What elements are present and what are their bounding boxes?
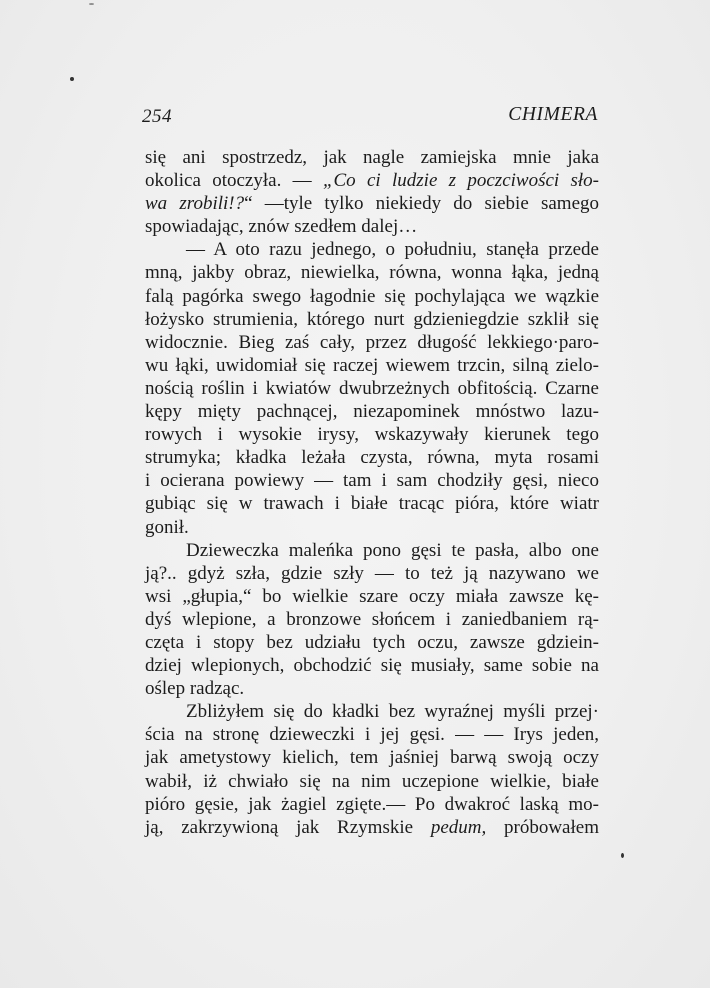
page-header	[142, 104, 598, 130]
text-line	[145, 331, 599, 354]
text-line	[145, 516, 599, 539]
text-line	[145, 146, 599, 169]
italic-text: wa zrobili!?	[145, 193, 245, 215]
text-line	[145, 423, 599, 446]
text-line	[145, 793, 599, 816]
text-line	[145, 285, 599, 308]
text-line	[145, 377, 599, 400]
text-line	[145, 492, 599, 515]
text-line	[145, 746, 599, 769]
text-line	[145, 238, 599, 261]
ink-speck	[89, 3, 94, 5]
text-line	[145, 400, 599, 423]
line-text: próbowałem	[486, 816, 599, 838]
line-text: Zbliżyłem się do kładki bez wyraźnej myśli przej·	[186, 701, 599, 723]
text-line	[145, 608, 599, 631]
line-text: strumyka; kładka leżała czysta, równa, myta rosami	[145, 447, 599, 469]
line-text: kępy mięty pachnącej, niezapominek mnóstwo lazu-	[145, 401, 599, 423]
text-line	[145, 562, 599, 585]
ink-speck	[621, 853, 624, 858]
running-title: CHIMERA	[508, 104, 598, 125]
line-text: falą pagórka swego łagodnie się pochylająca we wązkie	[145, 285, 599, 307]
body-text	[145, 146, 599, 839]
page-number: 254	[142, 106, 172, 127]
text-line	[145, 446, 599, 469]
text-line	[145, 723, 599, 746]
text-line	[145, 700, 599, 723]
line-text: dziej wlepionych, obchodzić się musiały, same sobie na	[145, 655, 599, 677]
ink-speck	[70, 77, 74, 81]
line-text: wabił, iż chwiało się na nim uczepione wielkie, białe	[145, 770, 599, 792]
line-text: oślep radząc.	[145, 678, 245, 700]
line-text: ją, zakrzywioną jak Rzymskie	[145, 816, 431, 838]
line-text: wsi „głupia,“ bo wielkie szare oczy miała zawsze kę-	[145, 585, 599, 607]
text-line	[145, 169, 599, 192]
line-text: gubiąc się w trawach i białe tracąc pióra, które wiatr	[145, 493, 599, 515]
italic-text: pedum,	[430, 816, 487, 838]
line-text: łożysko strumienia, którego nurt gdzieniegdzie szklił się	[145, 308, 599, 330]
text-line	[145, 192, 599, 215]
line-text: mną, jakby obraz, niewielka, równa, wonna łąka, jedną	[145, 262, 599, 284]
line-text: Dzieweczka maleńka pono gęsi te pasła, albo one	[186, 539, 599, 561]
text-line	[145, 654, 599, 677]
text-line	[145, 261, 599, 284]
text-line	[145, 816, 599, 839]
text-line	[145, 354, 599, 377]
text-line	[145, 539, 599, 562]
line-text: wu łąki, uwidomiał się raczej wiewem trzcin, silną zielo-	[145, 354, 599, 376]
line-text: — A oto razu jednego, o południu, stanęła przede	[186, 239, 599, 261]
text-line	[145, 469, 599, 492]
line-text: nością roślin i kwiatów dwubrzeżnych obfitością. Czarne	[145, 377, 599, 399]
text-line	[145, 215, 599, 238]
text-line	[145, 677, 599, 700]
line-text: dyś wlepione, a bronzowe słońcem i zaniedbaniem rą-	[145, 608, 599, 630]
line-text: gonił.	[145, 516, 189, 538]
line-text: rowych i wysokie irysy, wskazywały kierunek tego	[145, 424, 599, 446]
line-text: się ani spostrzedz, jak nagle zamiejska mnie jaka	[145, 147, 599, 168]
line-text: “ —tyle tylko niekiedy do siebie samego	[244, 193, 599, 215]
line-text: ścia na stronę dzieweczki i jej gęsi. — — Irys jeden,	[145, 724, 599, 746]
text-line	[145, 585, 599, 608]
italic-text: „Co ci ludzie z poczciwości sło-	[322, 170, 599, 192]
line-text: i ocierana powiewy — tam i sam chodziły gęsi, nieco	[145, 470, 599, 492]
text-line	[145, 308, 599, 331]
text-line	[145, 770, 599, 793]
line-text: częta i stopy bez udziału tych oczu, zawsze gdziein-	[145, 631, 599, 653]
line-text: spowiadając, znów szedłem dalej…	[145, 216, 418, 238]
line-text: pióro gęsie, jak żagiel zgięte.— Po dwakroć laską mo-	[145, 793, 599, 815]
line-text: jak ametystowy kielich, tem jaśniej barwą swoją oczy	[145, 747, 599, 769]
text-line	[145, 631, 599, 654]
line-text: okolica otoczyła. —	[145, 170, 323, 192]
line-text: ją?.. gdyż szła, gdzie szły — to też ją nazywano we	[145, 562, 599, 584]
line-text: widocznie. Bieg zaś cały, przez długość lekkiego·paro-	[145, 331, 599, 353]
